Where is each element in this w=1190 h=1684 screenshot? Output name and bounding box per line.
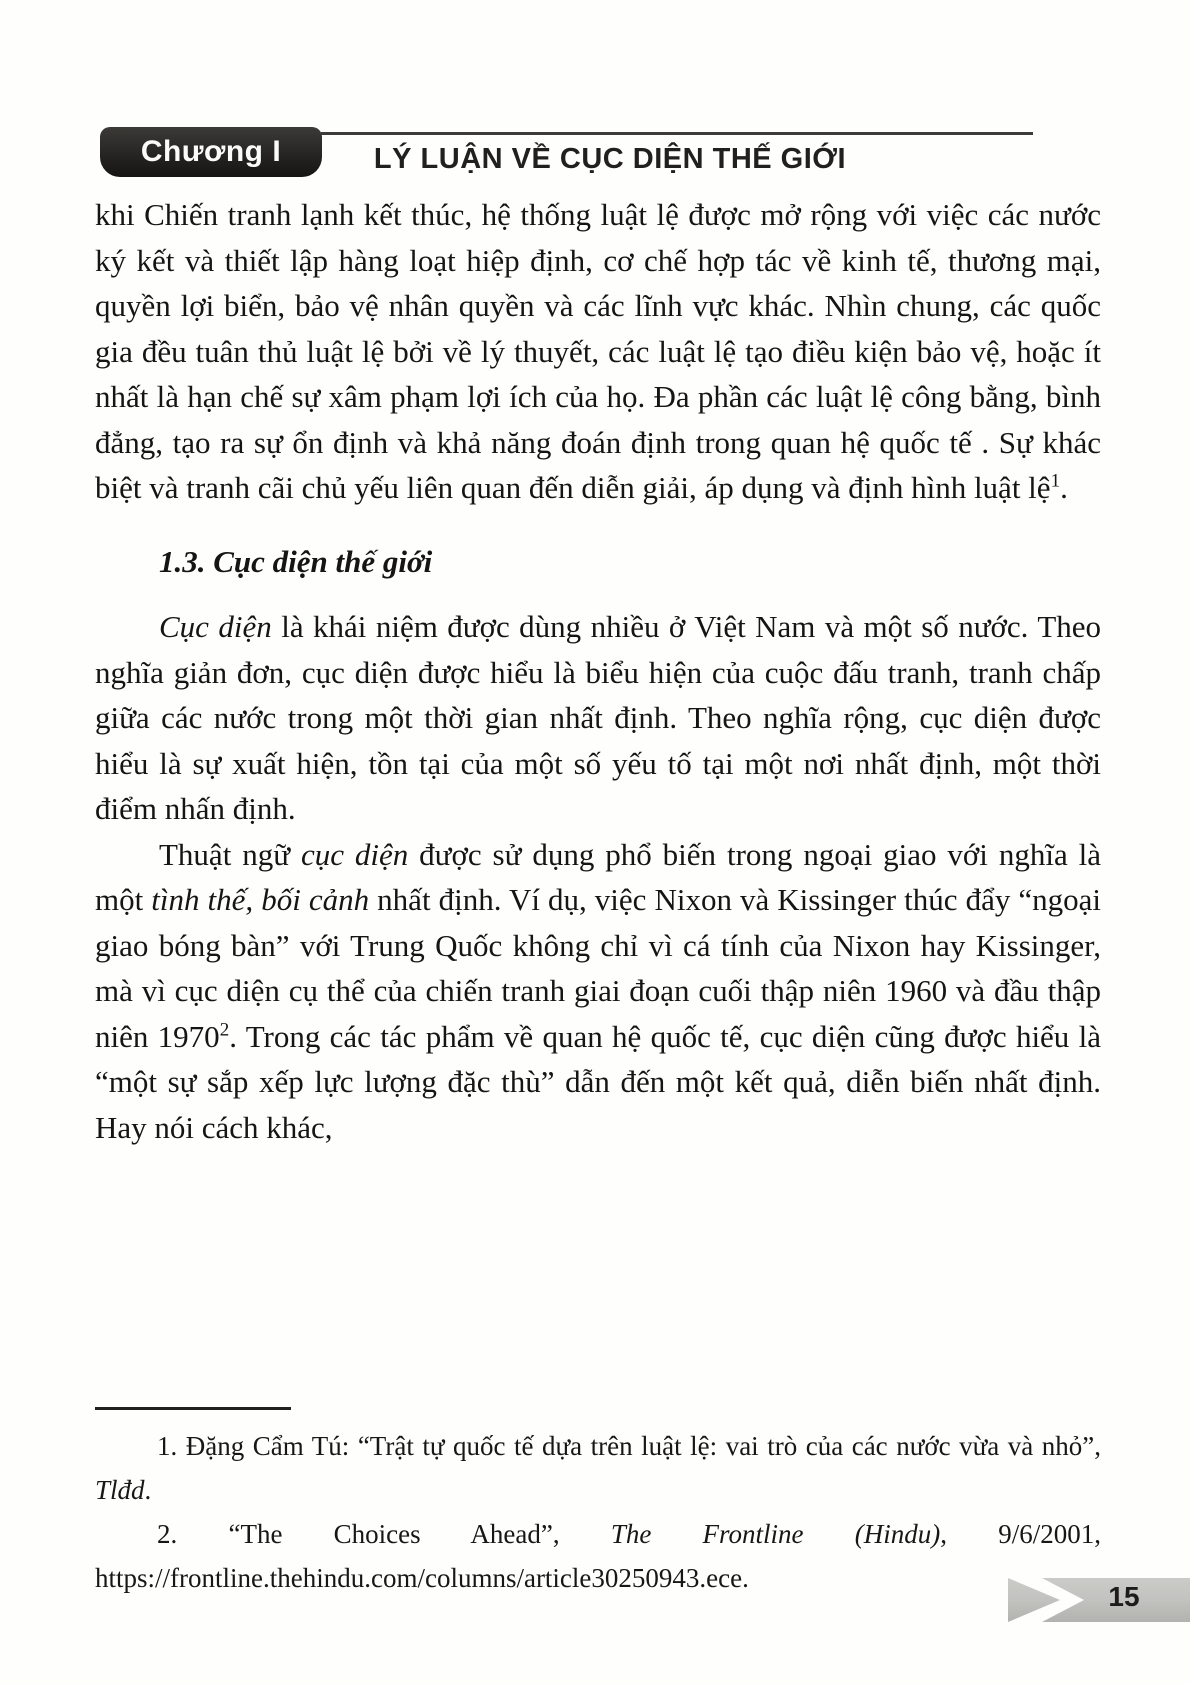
paragraph-1-period: . xyxy=(1060,470,1068,505)
paragraph-1 xyxy=(95,192,1101,511)
paragraph-2 xyxy=(95,604,1101,832)
paragraph-2-lead-italic: Cục diện xyxy=(159,609,272,644)
paragraph-1-text: khi Chiến tranh lạnh kết thúc, hệ thống luật lệ được mở rộng với việc các nước ký kết và thiết lập hàng loạt hiệp định, cơ chế hợp tác về kinh tế, thương mại, quyền lợi biển, bảo vệ nhân quyền và các lĩnh vực khác. Nhìn chung, các quốc gia đều tuân thủ luật lệ bởi về lý thuyết, các luật lệ tạo điều kiện bảo vệ, hoặc ít nhất là hạn chế sự xâm phạm lợi ích của họ. Đa phần các luật lệ công bằng, bình đẳng, tạo ra sự ổn định và khả năng đoán định trong quan hệ quốc tế . Sự khác biệt và tranh cãi chủ yếu liên quan đến diễn giải, áp dụng và định hình luật lệ xyxy=(95,197,1101,505)
footnote-ref-1: 1 xyxy=(1050,470,1061,492)
footnotes-block xyxy=(95,1407,1101,1600)
body-text xyxy=(95,192,1101,1150)
chapter-title: LÝ LUẬN VỀ CỤC DIỆN THẾ GIỚI xyxy=(373,143,847,175)
chapter-badge xyxy=(100,127,322,177)
footnote-1-italic: Tlđd xyxy=(95,1475,145,1505)
footnote-2-text: 2. “The Choices Ahead”, xyxy=(157,1519,611,1549)
paragraph-3-seg-5: nhất định. Ví dụ, việc Nixon và Kissinger thúc đẩy “ngoại giao bóng bàn” với Trung Quốc không chỉ vì cá tính của Nixon hay Kissinger, mà vì cục diện cụ thể của chiến tranh giai đoạn cuối thập niên 1960 và đầu thập niên 1970 xyxy=(95,882,1102,1054)
paragraph-3-italic-term: cục diện xyxy=(300,836,409,872)
paragraph-2-text: là khái niệm được dùng nhiều ở Việt Nam và một số nước. Theo nghĩa giản đơn, cục diện được hiểu là biểu hiện của cuộc đấu tranh, tranh chấp giữa các nước trong một thời gian nhất định. Theo nghĩa rộng, cục diện được hiểu là sự xuất hiện, tồn tại của một số yếu tố tại một nơi nhất định, một thời điểm nhấn định. xyxy=(95,609,1102,826)
page-number-ribbon xyxy=(1008,1577,1190,1623)
paragraph-3-italic-phrase: tình thế, bối cảnh xyxy=(151,882,370,917)
footnote-1-text: 1. Đặng Cẩm Tú: “Trật tự quốc tế dựa trên luật lệ: vai trò của các nước vừa và nhỏ”, xyxy=(157,1431,1101,1461)
footnote-2 xyxy=(95,1512,1101,1600)
section-heading-1-3: 1.3. Cục diện thế giới xyxy=(159,543,433,579)
paragraph-3-seg-6: . Trong các tác phẩm về quan hệ quốc tế, cục diện cũng được hiểu là “một sự sắp xếp lực lượng đặc thù” dẫn đến một kết quả, diễn biến nhất định. Hay nói cách khác, xyxy=(95,1018,1101,1145)
footnote-2-tail: , 9/6/2001, https://frontline.thehindu.com/columns/article30250943.ece. xyxy=(95,1519,1101,1593)
footnote-ref-2: 2 xyxy=(219,1019,230,1041)
paragraph-3-seg-1: Thuật ngữ xyxy=(159,836,301,872)
footnote-2-italic: The Frontline (Hindu) xyxy=(610,1519,941,1549)
paragraph-3 xyxy=(95,832,1101,1151)
paragraph-3-seg-3: được sử dụng phổ biến trong ngoại giao với nghĩa là một xyxy=(95,836,1101,917)
header-rule xyxy=(321,132,1033,135)
footnote-separator xyxy=(95,1407,291,1410)
footnote-1-period: . xyxy=(144,1475,152,1505)
page-number: 15 xyxy=(1108,1581,1140,1612)
footnote-1 xyxy=(95,1424,1101,1512)
chapter-badge-label: Chương I xyxy=(140,135,282,168)
